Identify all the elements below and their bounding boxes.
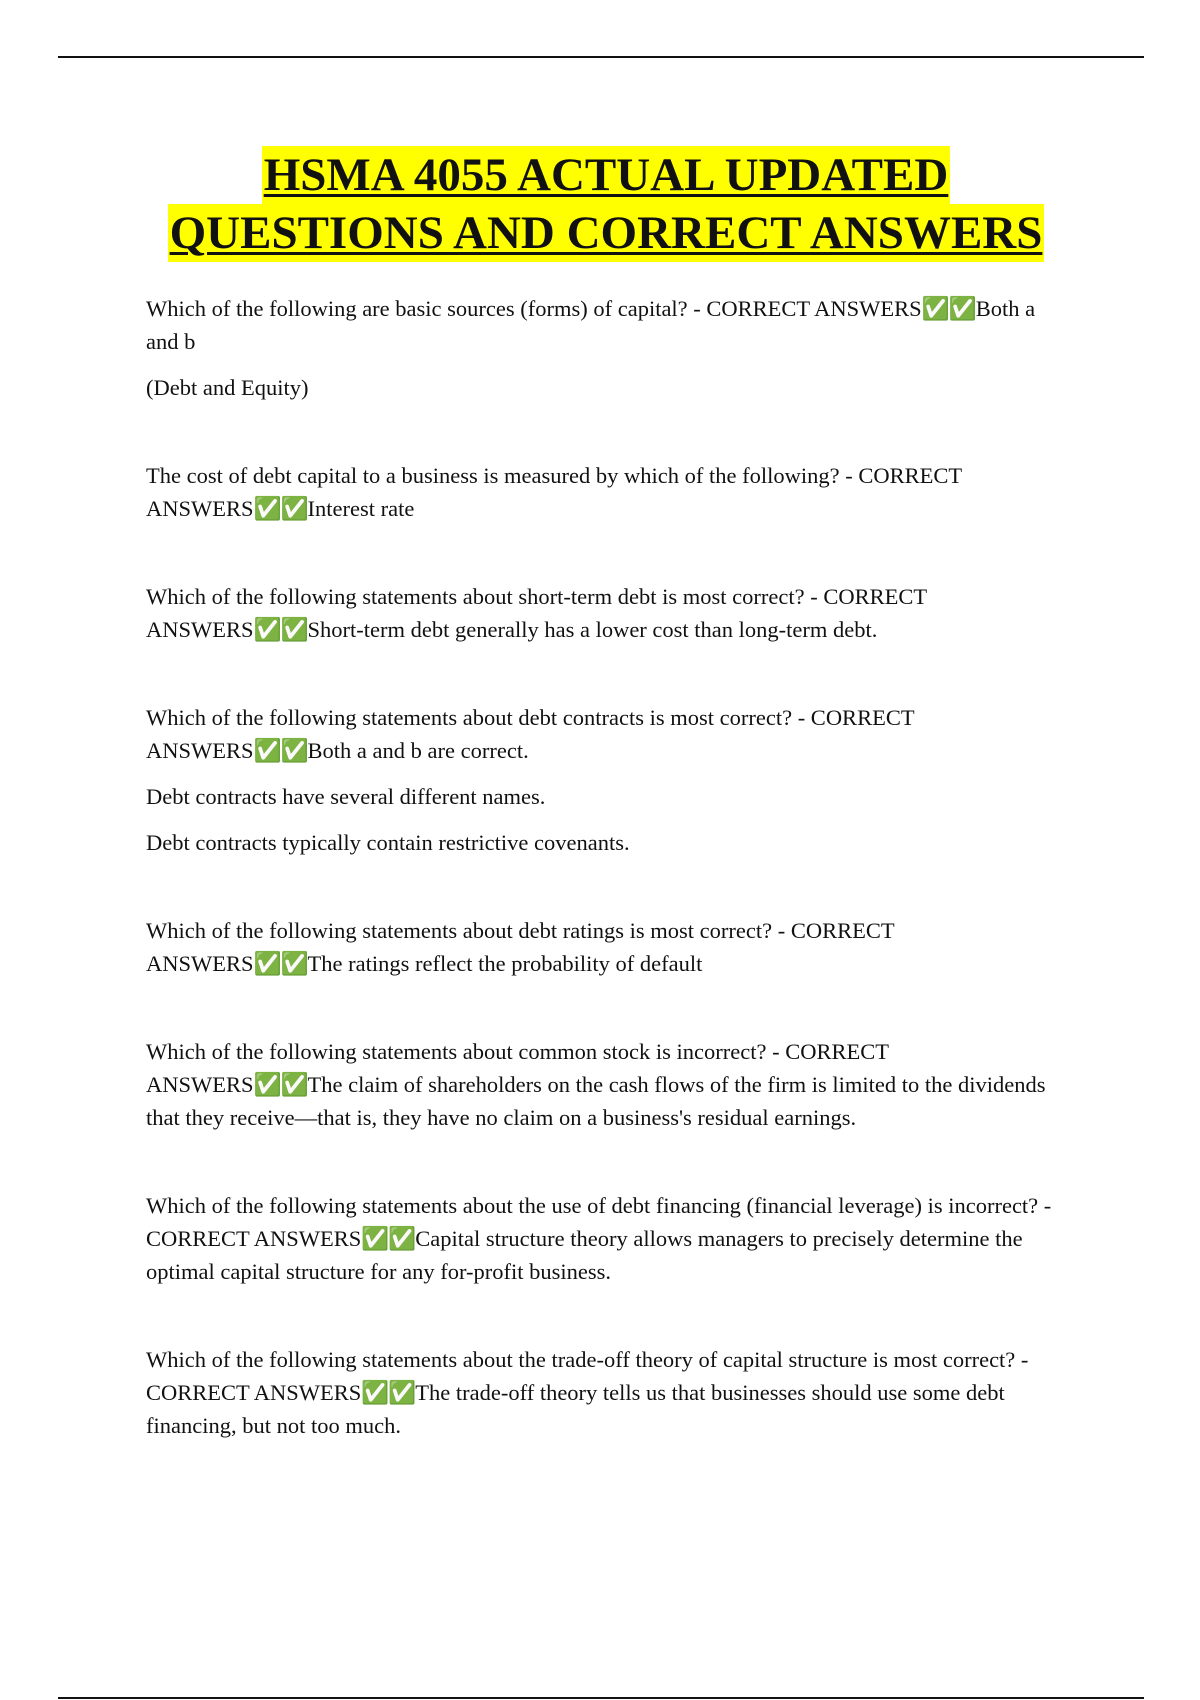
qa-question-answer [146,1035,1066,1134]
answer-text: The ratings reflect the probability of default [307,951,703,976]
bottom-rule [58,1697,1144,1699]
qa-list [146,292,1066,1442]
qa-item [146,701,1066,859]
answer-detail: Debt contracts have several different names. [146,784,546,809]
double-check-icon: ✅✅ [253,617,308,642]
question-text: Which of the following are basic sources (forms) of capital? [146,296,688,321]
qa-item [146,459,1066,525]
correct-answers-marker: - CORRECT ANSWERS [146,918,895,976]
qa-item [146,1343,1066,1442]
answer-text: The trade-off theory tells us that businesses should use some debt financing, but not too much. [146,1380,1005,1438]
question-text: The cost of debt capital to a business is measured by which of the following? [146,463,840,488]
question-text: Which of the following statements about the trade-off theory of capital structure is most correct? [146,1347,1016,1372]
answer-detail: Debt contracts typically contain restrictive covenants. [146,830,630,855]
double-check-icon: ✅✅ [921,296,976,321]
top-rule [58,56,1144,58]
qa-item [146,1035,1066,1134]
answer-text: Capital structure theory allows managers to precisely determine the optimal capital structure for any for-profit business. [146,1226,1023,1284]
qa-item [146,580,1066,646]
correct-answers-marker: - CORRECT ANSWERS [146,584,927,642]
title-line-2: QUESTIONS AND CORRECT ANSWERS [168,204,1045,262]
answer-text: Interest rate [307,496,415,521]
question-text: Which of the following statements about the use of debt financing (financial leverage) is incorrect? [146,1193,1039,1218]
correct-answers-marker: - CORRECT ANSWERS [146,705,915,763]
double-check-icon: ✅✅ [253,951,308,976]
question-text: Which of the following statements about debt ratings is most correct? [146,918,773,943]
answer-text: The claim of shareholders on the cash flows of the firm is limited to the dividends that they receive—that is, they have no claim on a business's residual earnings. [146,1072,1046,1130]
answer-detail: (Debt and Equity) [146,375,309,400]
answer-text: Both a and b [146,296,1036,354]
qa-question-answer [146,1189,1066,1288]
answer-text: Short-term debt generally has a lower cost than long-term debt. [307,617,878,642]
qa-item [146,1189,1066,1288]
double-check-icon: ✅✅ [253,1072,308,1097]
double-check-icon: ✅✅ [361,1380,416,1405]
qa-item [146,292,1066,404]
question-text: Which of the following statements about short-term debt is most correct? [146,584,805,609]
correct-answers-marker: - CORRECT ANSWERS [146,1039,889,1097]
double-check-icon: ✅✅ [253,738,308,763]
double-check-icon: ✅✅ [253,496,308,521]
double-check-icon: ✅✅ [361,1226,416,1251]
qa-question-answer [146,459,1066,525]
correct-answers-marker: - CORRECT ANSWERS [146,1193,1052,1251]
document-body [146,146,1066,1497]
correct-answers-marker: - CORRECT ANSWERS [146,463,962,521]
qa-question-answer [146,1343,1066,1442]
question-text: Which of the following statements about debt contracts is most correct? [146,705,793,730]
document-title [146,146,1066,262]
qa-item [146,914,1066,980]
qa-question-answer [146,580,1066,646]
title-line-1: HSMA 4055 ACTUAL UPDATED [262,146,951,204]
qa-question-answer [146,701,1066,767]
correct-answers-marker: - CORRECT ANSWERS [693,296,922,321]
question-text: Which of the following statements about common stock is incorrect? [146,1039,767,1064]
correct-answers-marker: - CORRECT ANSWERS [146,1347,1029,1405]
qa-question-answer [146,292,1066,358]
qa-question-answer [146,914,1066,980]
answer-text: Both a and b are correct. [307,738,529,763]
